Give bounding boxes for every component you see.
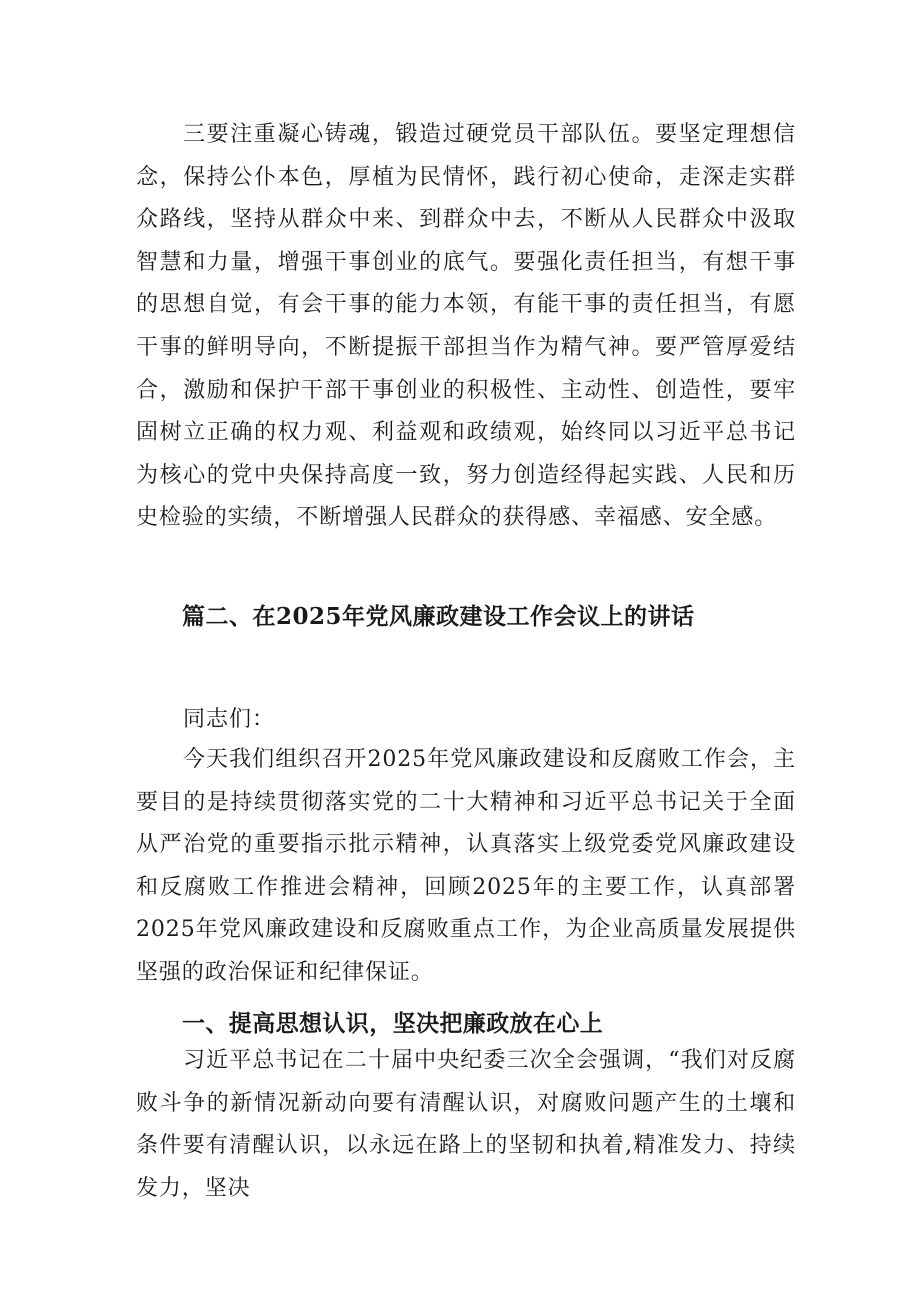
subheading: 一、提高思想认识，坚决把廉政放在心上 [182,1011,604,1037]
body-paragraph: 三要注重凝心铸魂，锻造过硬党员干部队伍。要坚定理想信念，保持公仆本色，厚植为民情怀，践行初心使命，走深走实群众路线，坚持从群众中来、到群众中去，不断从人民群众中汲取智慧和力量，增强干事创业的底气。要强化责任担当，有想干事的思想自觉，有会干事的能力本领，有能干事的责任担当，有愿干事的鲜明导向，不断提振干部担当作为精气神。要严管厚爱结合，激励和保护干部干事创业的积极性、主动性、创造性，要牢固树立正确的权力观、利益观和政绩观，始终同以习近平总书记为核心的党中央保持高度一致，努力创造经得起实践、人民和历史检验的实绩，不断增强人民群众的获得感、幸福感、安全感。 [136,122,796,531]
body-paragraph: 习近平总书记在二十届中央纪委三次全会强调，“我们对反腐败斗争的新情况新动向要有清醒认识，对腐败问题产生的土壤和条件要有清醒认识，以永远在路上的坚韧和执着,精准发力、持续发力，坚决 [136,1048,796,1201]
section-title: 篇二、在2025年党风廉政建设工作会议上的讲话 [182,603,695,630]
salutation: 同志们： [183,707,276,732]
body-paragraph: 今天我们组织召开2025年党风廉政建设和反腐败工作会，主要目的是持续贯彻落实党的二十大精神和习近平总书记关于全面从严治党的重要指示批示精神，认真落实上级党委党风廉政建设和反腐败工作推进会精神，回顾2025年的主要工作，认真部署2025年党风廉政建设和反腐败重点工作，为企业高质量发展提供坚强的政治保证和纪律保证。 [136,747,796,985]
